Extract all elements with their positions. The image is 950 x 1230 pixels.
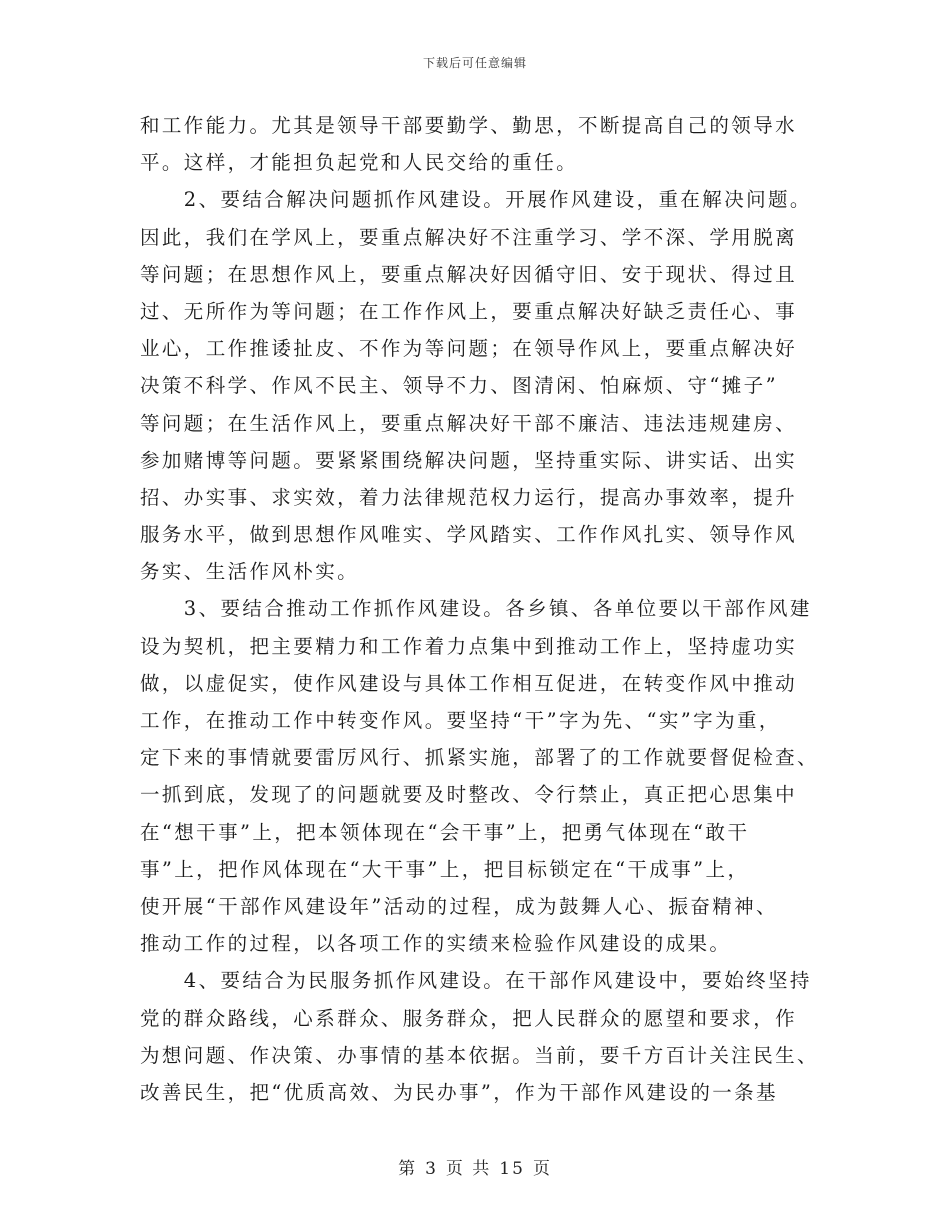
text-line: 过、无所作为等问题；在工作作风上，要重点解决好缺乏责任心、事 [140, 299, 798, 323]
text-line: 党的群众路线，心系群众、服务群众，把人民群众的愿望和要求，作 [140, 1006, 798, 1030]
text-line: 等问题；在思想作风上，要重点解决好因循守旧、安于现状、得过且 [140, 262, 798, 286]
text-line: 改善民生，把“优质高效、为民办事”，作为干部作风建设的一条基 [140, 1080, 778, 1104]
text-line: 平。这样，才能担负起党和人民交给的重任。 [140, 151, 579, 175]
text-line: 服务水平，做到思想作风唯实、学风踏实、工作作风扎实、领导作风 [140, 523, 798, 547]
page-number: 3 [425, 1159, 438, 1179]
footer-prefix: 第 [398, 1159, 418, 1179]
text-line: 3、要结合推动工作抓作风建设。各乡镇、各单位要以干部作风建 [140, 597, 812, 621]
text-line: 参加赌博等问题。要紧紧围绕解决问题，坚持重实际、讲实话、出实 [140, 448, 798, 472]
text-line: 业心，工作推诿扯皮、不作为等问题；在领导作风上，要重点解决好 [140, 337, 798, 361]
text-line: 事”上，把作风体现在“大干事”上，把目标锁定在“干成事”上， [140, 857, 750, 881]
text-line: 为想问题、作决策、办事情的基本依据。当前，要千方百计关注民生、 [140, 1043, 819, 1067]
text-line: 招、办实事、求实效，着力法律规范权力运行，提高办事效率，提升 [140, 485, 798, 509]
document-body [140, 107, 819, 1111]
text-line: 一抓到底，发现了的问题就要及时整改、令行禁止，真正把心思集中 [140, 783, 798, 807]
text-line: 2、要结合解决问题抓作风建设。开展作风建设，重在解决问题。 [140, 188, 812, 212]
text-line: 推动工作的过程，以各项工作的实绩来检验作风建设的成果。 [140, 932, 732, 956]
text-line: 使开展“干部作风建设年”活动的过程，成为鼓舞人心、振奋精神、 [140, 894, 778, 918]
page-total: 15 [499, 1159, 525, 1179]
page-footer [0, 1154, 950, 1179]
text-line: 设为契机，把主要精力和工作着力点集中到推动工作上，坚持虚功实 [140, 634, 798, 658]
page-header: 下载后可任意编辑 [422, 56, 527, 70]
text-line: 工作，在推动工作中转变作风。要坚持“干”字为先、“实”字为重， [140, 709, 781, 732]
text-line: 在“想干事”上，把本领体现在“会干事”上，把勇气体现在“敢干 [140, 820, 750, 844]
text-line: 务实、生活作风朴实。 [140, 560, 360, 584]
text-line: 等问题；在生活作风上，要重点解决好干部不廉洁、违法违规建房、 [140, 411, 798, 435]
footer-suffix: 页 [532, 1159, 552, 1179]
text-line: 因此，我们在学风上，要重点解决好不注重学习、学不深、学用脱离 [140, 225, 798, 249]
text-line: 和工作能力。尤其是领导干部要勤学、勤思，不断提高自己的领导水 [140, 114, 798, 137]
text-line: 做，以虚促实，使作风建设与具体工作相互促进，在转变作风中推动 [140, 671, 798, 695]
text-line: 定下来的事情就要雷厉风行、抓紧实施，部署了的工作就要督促检查、 [140, 746, 819, 770]
text-line: 决策不科学、作风不民主、领导不力、图清闲、怕麻烦、守“摊子” [140, 374, 778, 398]
text-line: 4、要结合为民服务抓作风建设。在干部作风建设中，要始终坚持 [140, 969, 812, 993]
footer-mid: 页 共 [445, 1159, 492, 1179]
